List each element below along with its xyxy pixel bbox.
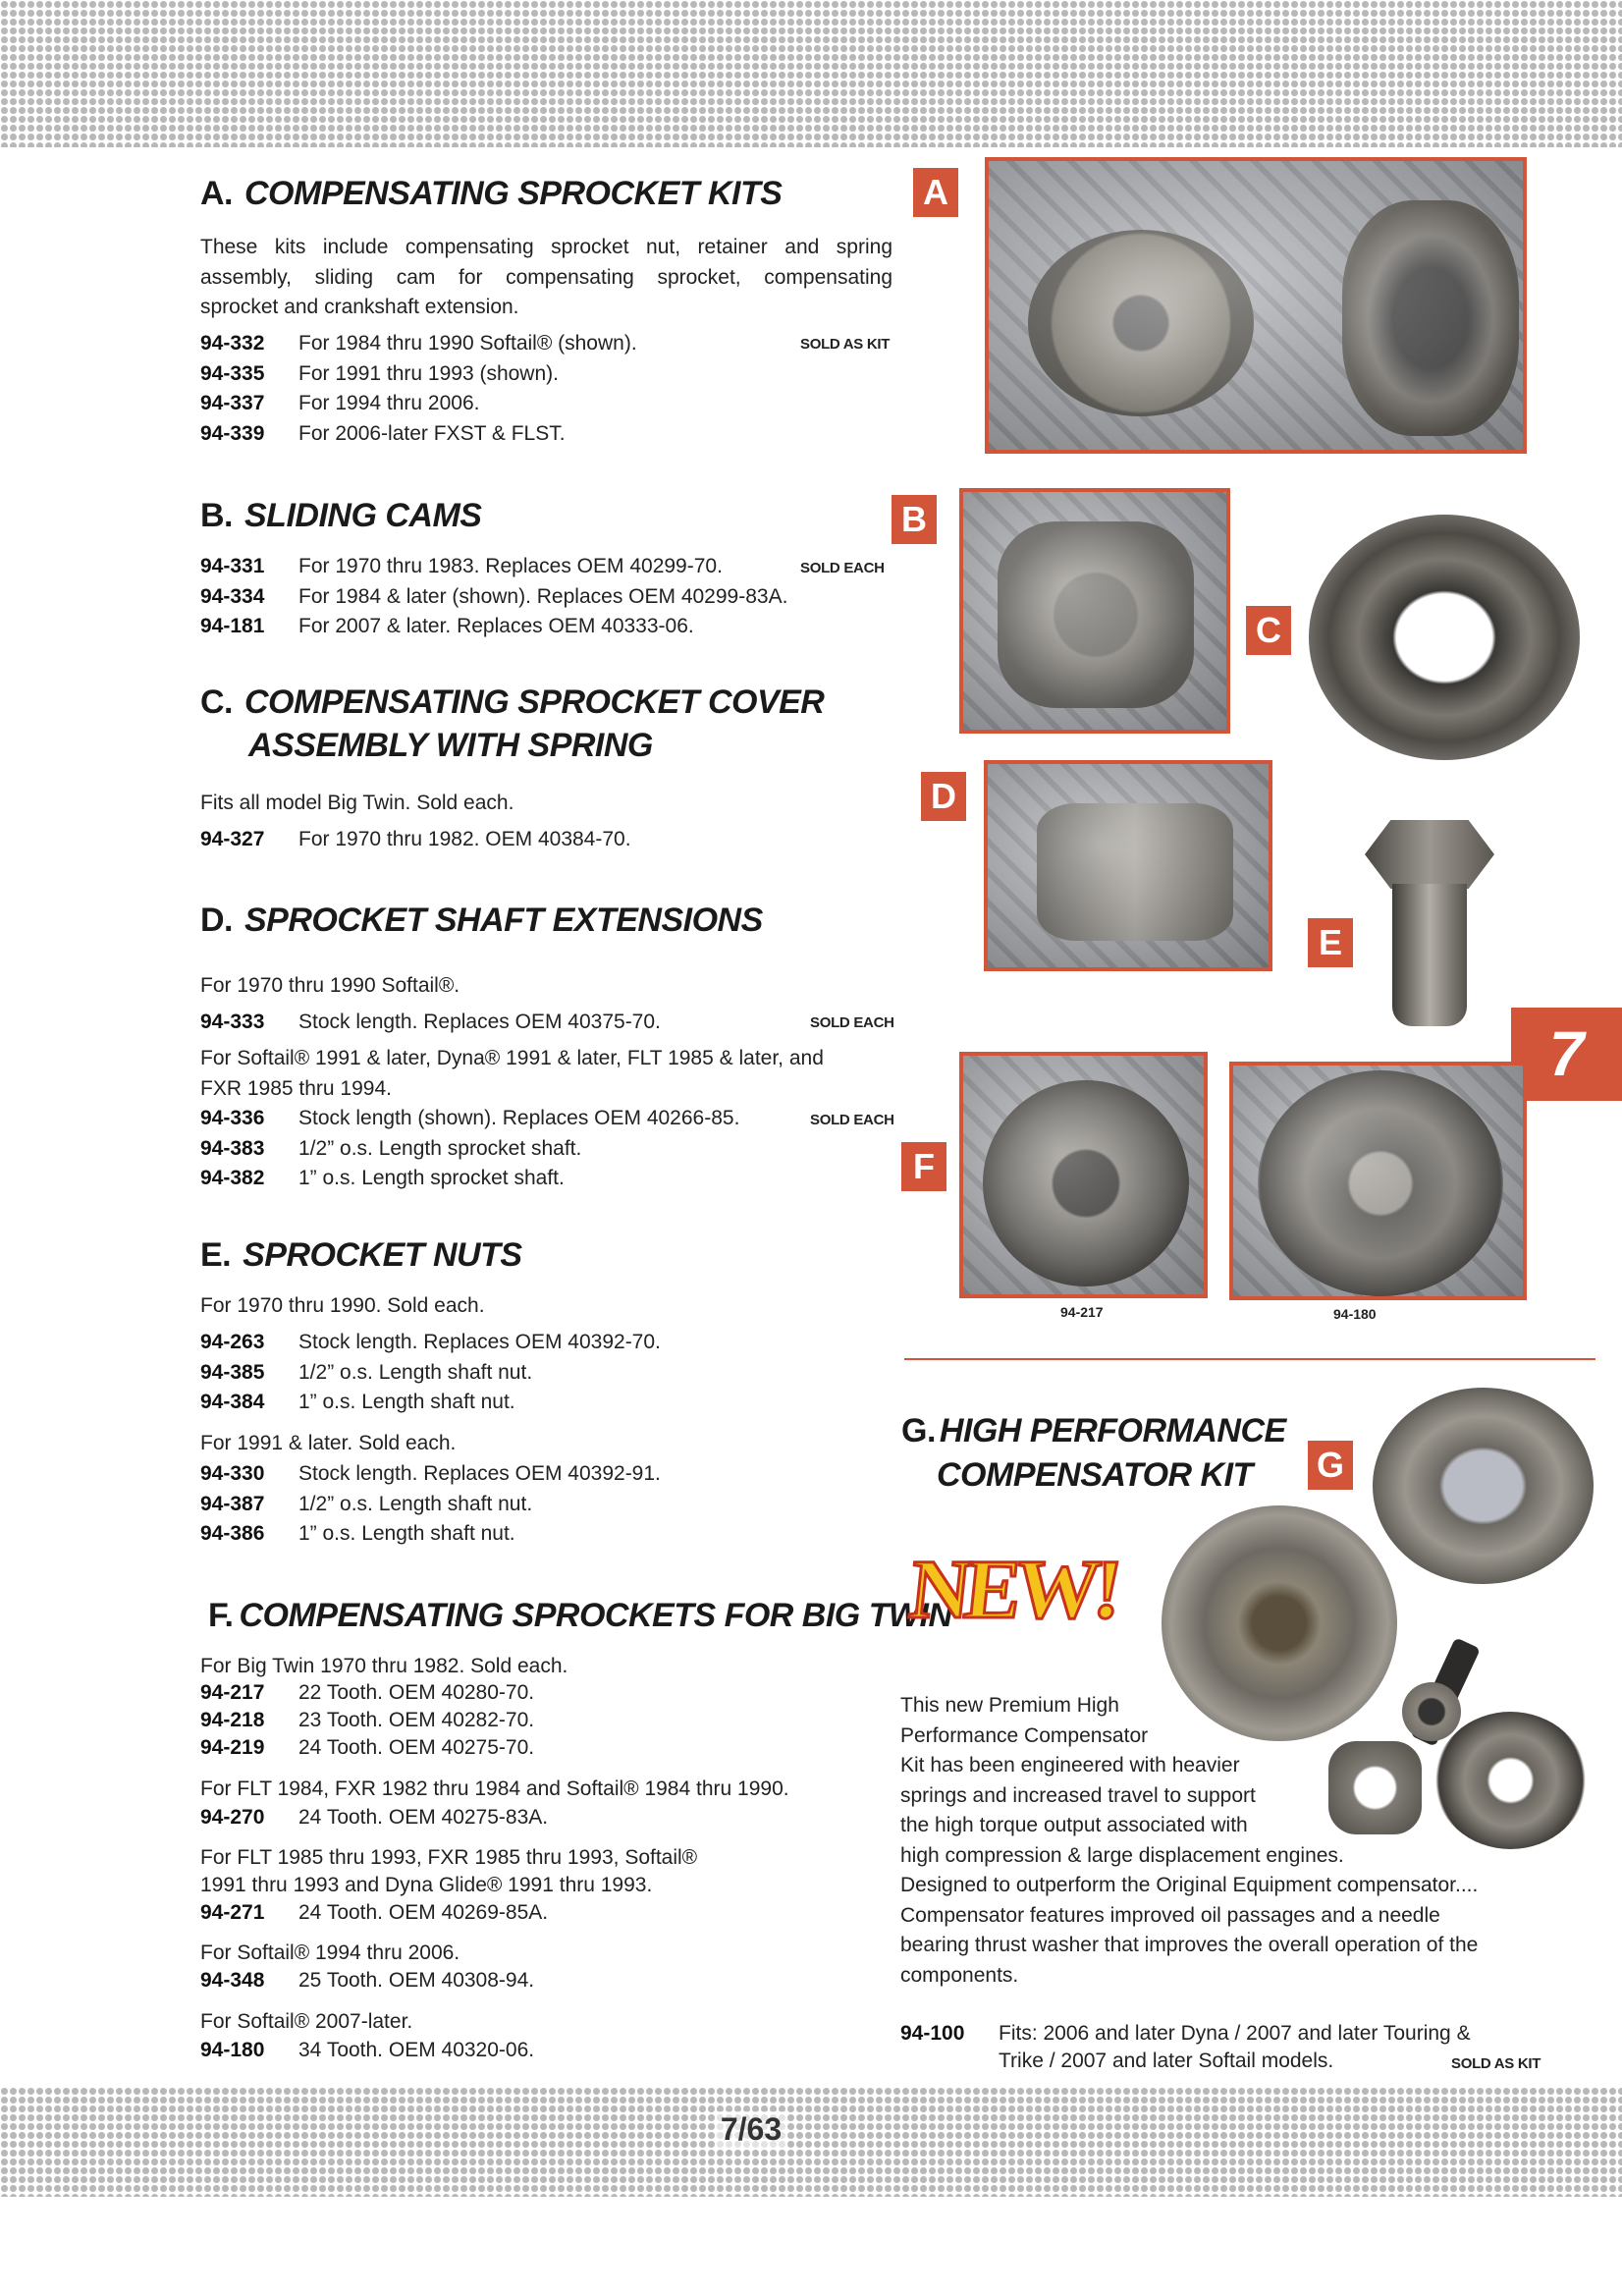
list-item: 94-218 23 Tooth. OEM 40282-70.	[200, 1709, 535, 1731]
section-c-items	[200, 825, 631, 855]
photo-compensating-sprocket-kit	[985, 157, 1527, 454]
list-item: 94-331 For 1970 thru 1983. Replaces OEM 40299-70.	[200, 555, 723, 577]
photo-sprocket-nut	[1365, 820, 1494, 1026]
section-e-description-1: For 1970 thru 1990. Sold each.	[200, 1294, 485, 1317]
photo-label-b: B	[892, 495, 937, 544]
photo-label-f: F	[901, 1142, 946, 1191]
section-d-description-2: For Softail® 1991 & later, Dyna® 1991 & later, FLT 1985 & later, and FXR 1985 thru 1994.	[200, 1047, 824, 1100]
list-item: 94-181 For 2007 & later. Replaces OEM 40333-06.	[200, 615, 694, 637]
sprocket-group: For Softail® 1994 thru 2006. 94-348 25 Tooth. OEM 40308-94.	[200, 1940, 789, 1995]
section-e-heading: E. SPROCKET NUTS	[200, 1236, 522, 1274]
photo-caption: 94-180	[1333, 1306, 1377, 1322]
section-b-items	[200, 552, 787, 642]
section-c-heading-line2: ASSEMBLY WITH SPRING	[248, 727, 653, 764]
list-item: 94-387 1/2” o.s. Length shaft nut.	[200, 1492, 533, 1515]
bottom-dot-band	[0, 2087, 1622, 2197]
sold-each-label: SOLD EACH	[800, 560, 885, 576]
photo-label-g: G	[1308, 1441, 1353, 1490]
list-item: 94-336 Stock length (shown). Replaces OEM 40266-85.	[200, 1107, 740, 1129]
top-dot-band	[0, 0, 1622, 147]
section-e-items-2	[200, 1459, 661, 1550]
sold-as-kit-label: SOLD AS KIT	[1451, 2055, 1541, 2072]
section-g-heading: G. HIGH PERFORMANCE	[901, 1412, 1286, 1449]
photo-label-c: C	[1246, 606, 1291, 655]
sprocket-group: For Big Twin 1970 thru 1982. Sold each. 94-217 22 Tooth. OEM 40280-70. 94-218 23 Tooth. OEM 40282-70. 94-219 24 Tooth. OEM 40275-70.	[200, 1653, 789, 1762]
section-b-heading: B. SLIDING CAMS	[200, 497, 482, 534]
photo-label-a: A	[913, 168, 958, 217]
list-item: 94-271 24 Tooth. OEM 40269-85A.	[200, 1901, 549, 1924]
photo-sprocket-94-180	[1229, 1062, 1527, 1300]
sold-each-label: SOLD EACH	[810, 1112, 894, 1128]
list-item: 94-335 For 1991 thru 1993 (shown).	[200, 361, 559, 385]
section-g-heading-line2: COMPENSATOR KIT	[937, 1456, 1253, 1494]
list-item: 94-180 34 Tooth. OEM 40320-06.	[200, 2039, 535, 2061]
section-c-description: Fits all model Big Twin. Sold each.	[200, 792, 514, 814]
section-e-description-2: For 1991 & later. Sold each.	[200, 1432, 457, 1454]
section-d-items-1	[200, 1008, 661, 1038]
sprocket-group: For FLT 1984, FXR 1982 thru 1984 and Softail® 1984 thru 1990. 94-270 24 Tooth. OEM 40275-83A.	[200, 1775, 789, 1831]
list-item: 94-348 25 Tooth. OEM 40308-94.	[200, 1969, 535, 1992]
section-a-items	[200, 329, 637, 449]
photo-sliding-cam	[959, 488, 1230, 734]
new-badge: NEW!	[904, 1542, 1122, 1636]
photo-shaft-extension	[984, 760, 1272, 971]
list-item: 94-327 For 1970 thru 1982. OEM 40384-70.	[200, 828, 631, 850]
list-item: 94-332 For 1984 thru 1990 Softail® (shown).	[200, 332, 637, 355]
chapter-tab[interactable]: 7	[1511, 1008, 1622, 1101]
list-item: 94-333 Stock length. Replaces OEM 40375-70.	[200, 1011, 661, 1033]
list-item: 94-334 For 1984 & later (shown). Replaces OEM 40299-83A.	[200, 584, 788, 608]
section-divider	[904, 1358, 1595, 1360]
section-g-item: 94-100 Fits: 2006 and later Dyna / 2007 and later Touring & Trike / 2007 and later Softail models.	[900, 2022, 1471, 2072]
sprocket-group: For Softail® 2007-later. 94-180 34 Tooth. OEM 40320-06.	[200, 2007, 789, 2064]
list-item: 94-337 For 1994 thru 2006.	[200, 392, 480, 414]
sold-each-label: SOLD EACH	[810, 1014, 894, 1031]
section-c-heading: C. COMPENSATING SPROCKET COVER	[200, 683, 825, 721]
list-item: 94-217 22 Tooth. OEM 40280-70.	[200, 1681, 535, 1704]
section-a-heading: A. COMPENSATING SPROCKET KITS	[200, 175, 783, 212]
list-item: 94-263 Stock length. Replaces OEM 40392-70.	[200, 1331, 661, 1353]
list-item: 94-386 1” o.s. Length shaft nut.	[200, 1522, 515, 1545]
section-a-description: These kits include compensating sprocket nut, retainer and spring assembly, sliding cam for compensating sprocket, compensating sprocket and crankshaft extension.	[200, 236, 892, 318]
section-f-heading: F. COMPENSATING SPROCKETS FOR BIG TWIN	[208, 1597, 952, 1634]
list-item: 94-385 1/2” o.s. Length shaft nut.	[200, 1360, 533, 1384]
section-d-description-1: For 1970 thru 1990 Softail®.	[200, 974, 460, 997]
photo-label-d: D	[921, 772, 966, 821]
page-number: 7/63	[717, 2111, 785, 2148]
list-item: 94-382 1” o.s. Length sprocket shaft.	[200, 1167, 565, 1189]
list-item: 94-330 Stock length. Replaces OEM 40392-91.	[200, 1462, 661, 1485]
photo-sprocket-cover	[1309, 515, 1580, 760]
section-d-heading: D. SPROCKET SHAFT EXTENSIONS	[200, 902, 763, 939]
photo-label-e: E	[1308, 918, 1353, 967]
sold-as-kit-label: SOLD AS KIT	[800, 336, 891, 353]
section-f-groups	[200, 1653, 789, 2064]
section-d-items-2	[200, 1104, 739, 1194]
list-item: 94-383 1/2” o.s. Length sprocket shaft.	[200, 1136, 582, 1160]
list-item: 94-339 For 2006-later FXST & FLST.	[200, 421, 566, 445]
list-item: 94-219 24 Tooth. OEM 40275-70.	[200, 1736, 535, 1759]
section-e-items-1	[200, 1328, 661, 1418]
list-item: 94-270 24 Tooth. OEM 40275-83A.	[200, 1806, 549, 1829]
sprocket-group: For FLT 1985 thru 1993, FXR 1985 thru 1993, Softail® 1991 thru 1993 and Dyna Glide® 1991 thru 1993. 94-271 24 Tooth. OEM 40269-85A.	[200, 1844, 789, 1927]
list-item: 94-384 1” o.s. Length shaft nut.	[200, 1391, 515, 1413]
photo-caption: 94-217	[1060, 1304, 1104, 1320]
photo-sprocket-94-217	[959, 1052, 1208, 1298]
section-g-description: This new Premium High Performance Compensator Kit has been engineered with heavier springs and increased travel to support the high torque output associated with high compression & large displacement engines. Designed to outperform the Original Equipment compensator.... Compensator features improved oil passages and a needle bearing thrust washer that improves the overall operation of the components.	[900, 1694, 1479, 1987]
